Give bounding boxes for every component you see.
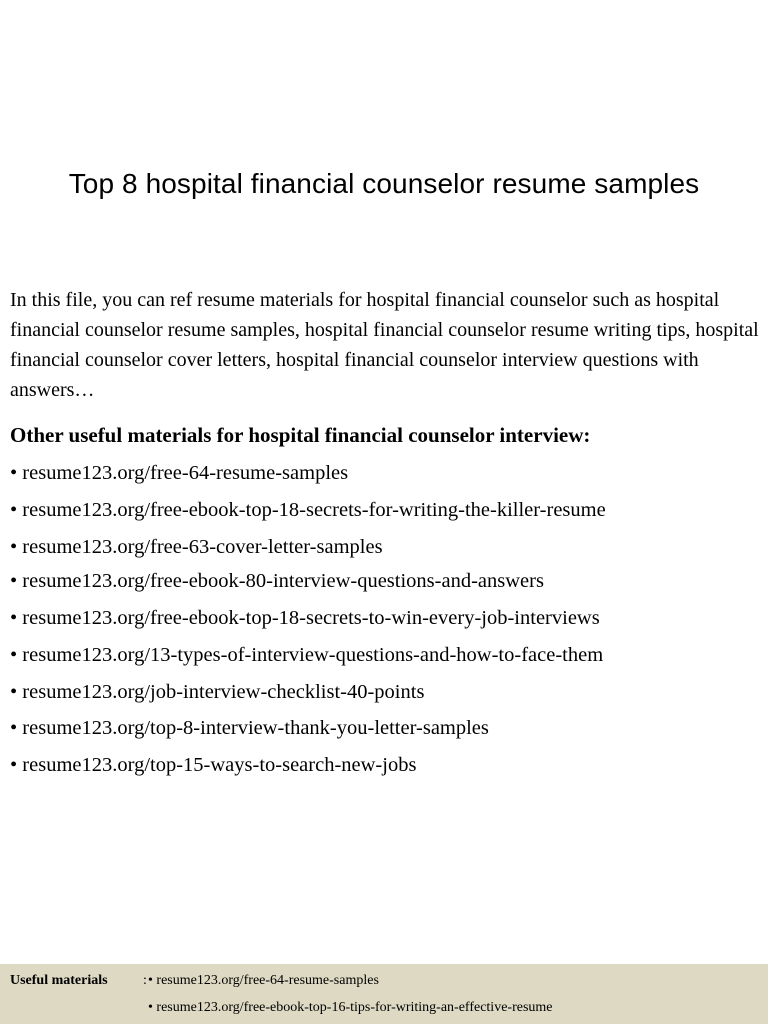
materials-list-item[interactable]: • resume123.org/top-15-ways-to-search-new-jobs — [10, 754, 417, 776]
materials-list-item[interactable]: • resume123.org/free-ebook-80-interview-questions-and-answers — [10, 570, 544, 592]
materials-list-item[interactable]: • resume123.org/free-ebook-top-18-secrets-for-writing-the-killer-resume — [10, 499, 606, 521]
materials-list-item[interactable]: • resume123.org/13-types-of-interview-questions-and-how-to-face-them — [10, 644, 604, 666]
materials-list-item[interactable]: • resume123.org/job-interview-checklist-40-points — [10, 681, 425, 703]
footer-link[interactable]: • resume123.org/free-64-resume-samples — [148, 973, 379, 988]
footer-link[interactable]: • resume123.org/free-ebook-top-16-tips-for-writing-an-effective-resume — [148, 1000, 553, 1015]
materials-heading: Other useful materials for hospital financial counselor interview: — [10, 423, 591, 447]
materials-list-item[interactable]: • resume123.org/free-ebook-top-18-secrets-to-win-every-job-interviews — [10, 607, 600, 629]
footer-label: Useful materials — [10, 973, 108, 988]
page-title: Top 8 hospital financial counselor resume samples — [68, 168, 700, 199]
footer-colon: : — [143, 973, 147, 988]
materials-list-item[interactable]: • resume123.org/free-64-resume-samples — [10, 462, 349, 484]
materials-list-item[interactable]: • resume123.org/free-63-cover-letter-samples — [10, 536, 383, 558]
intro-paragraph: In this file, you can ref resume materials for hospital financial counselor such as hospital financial counselor resume samples, hospital financial counselor resume writing tips, hospital financial counselor cover letters, hospital financial counselor interview questions with answers… — [10, 289, 759, 401]
footer-bar — [0, 964, 768, 1024]
materials-list-item[interactable]: • resume123.org/top-8-interview-thank-you-letter-samples — [10, 717, 489, 739]
